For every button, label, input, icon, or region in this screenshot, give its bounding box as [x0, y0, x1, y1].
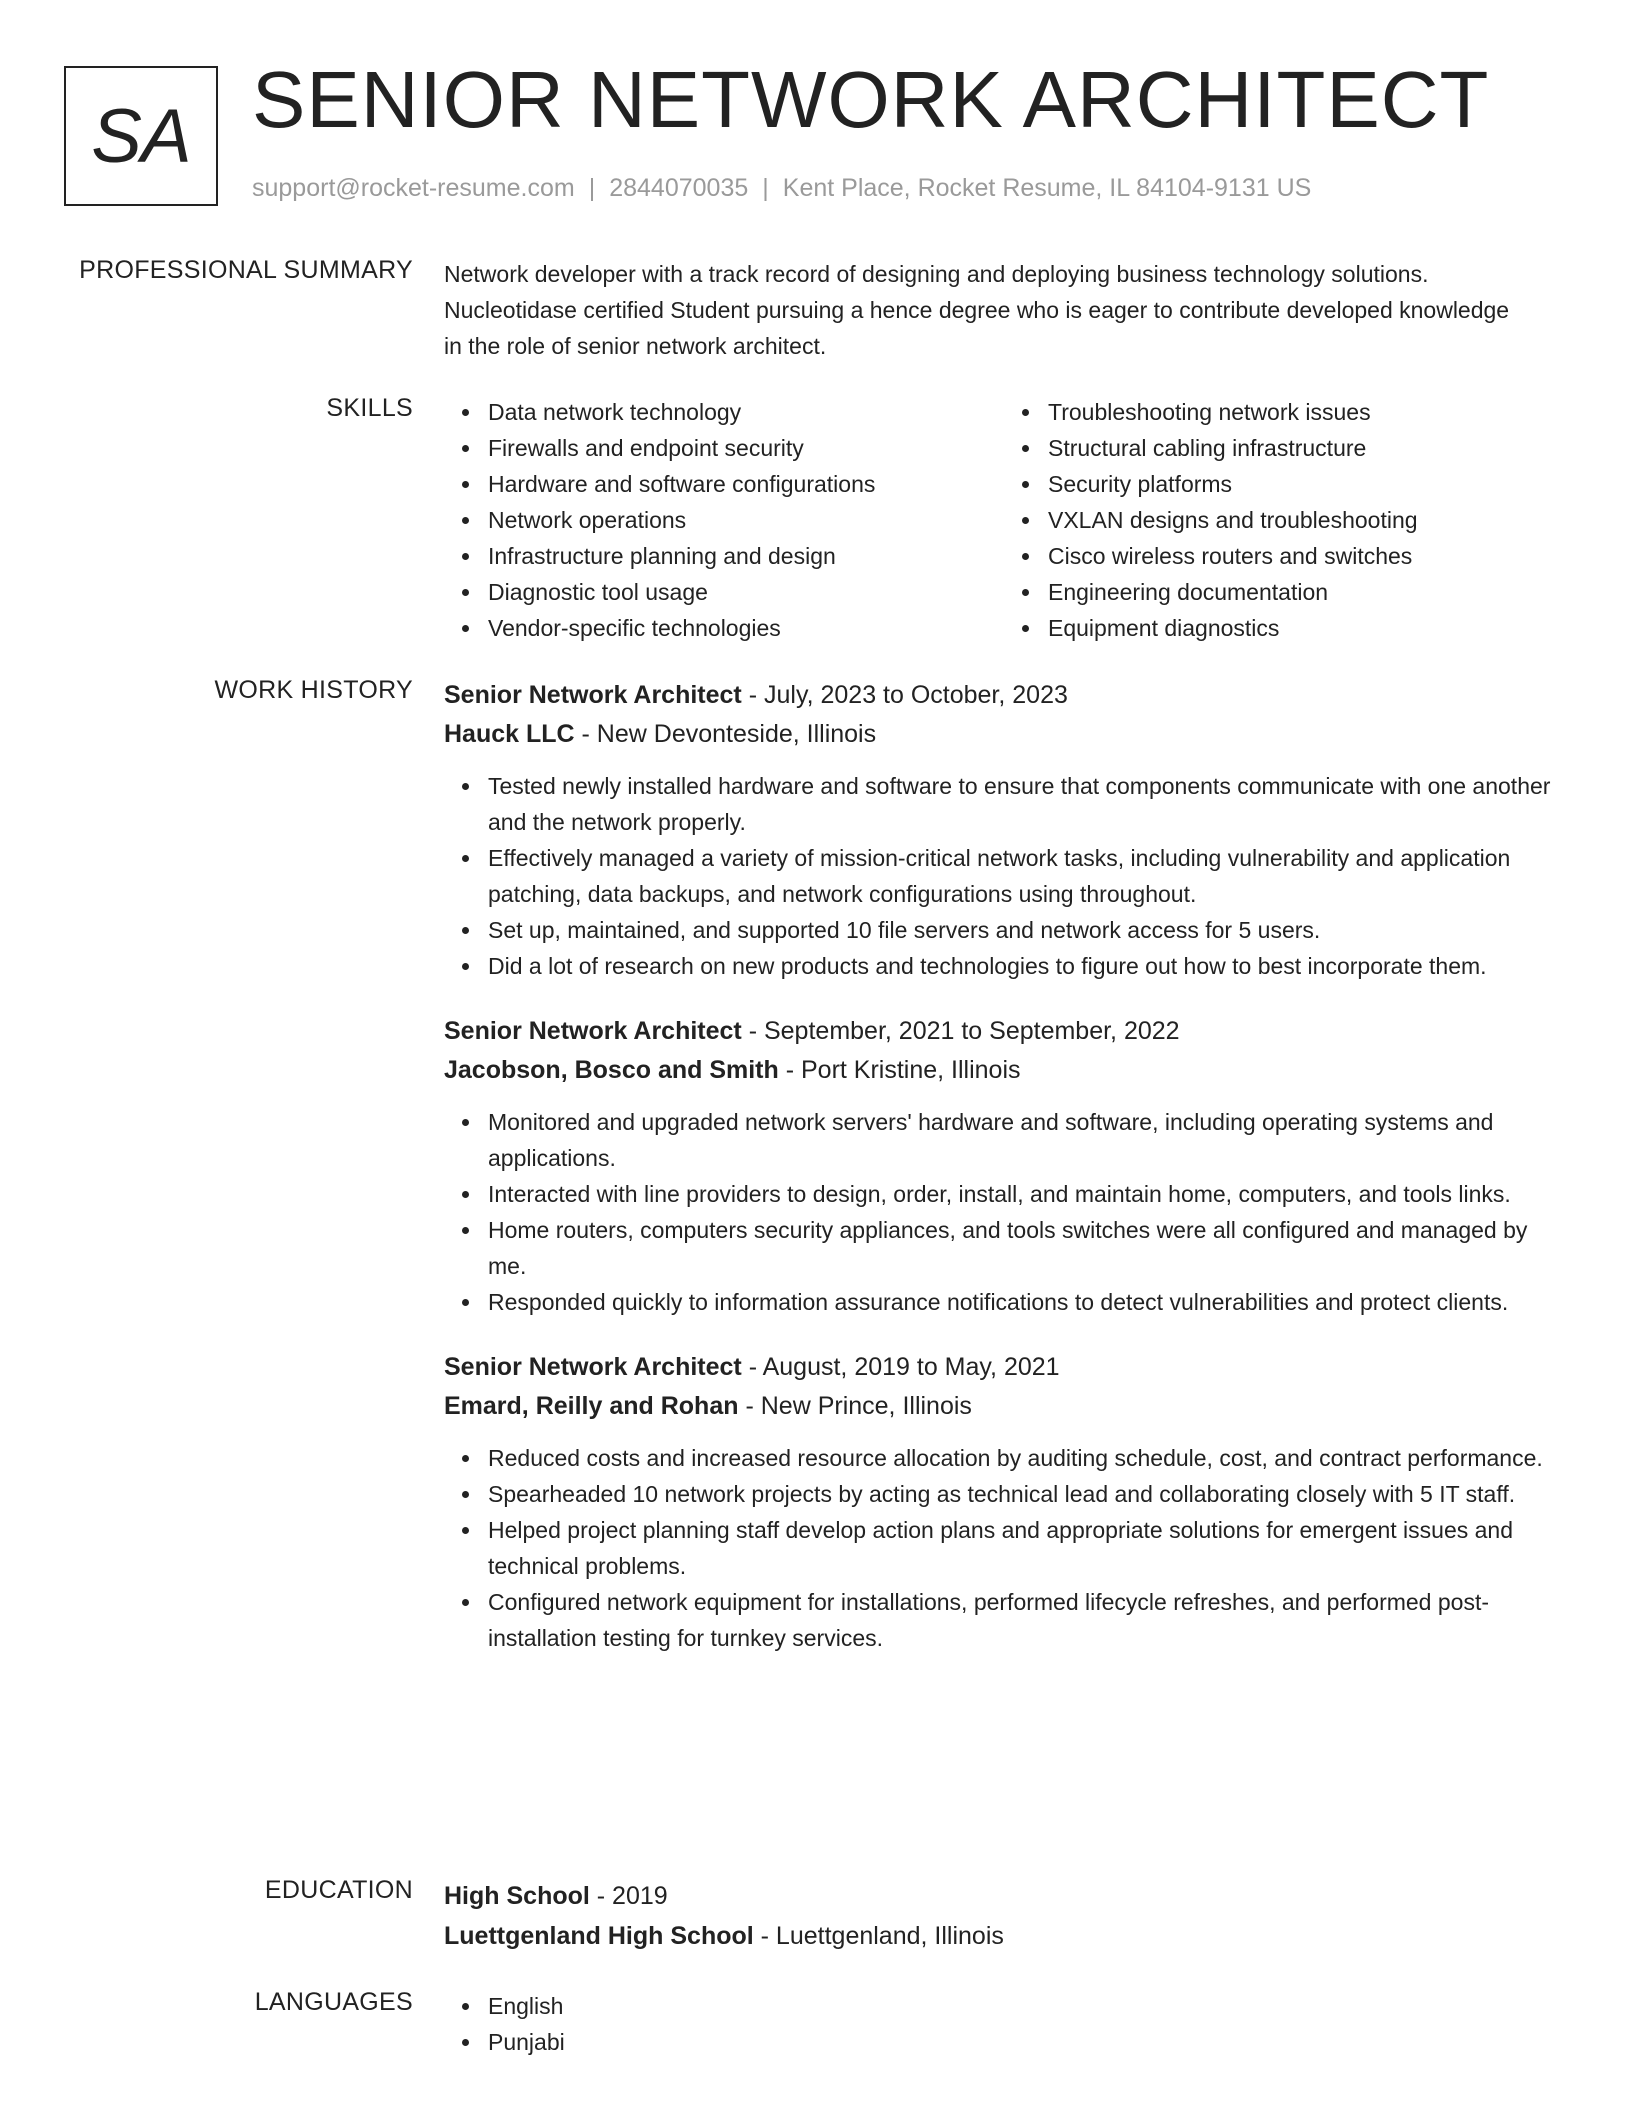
job-duty: Effectively managed a variety of mission-critical network tasks, including vulnerability and application patching, data backups, and network configurations using throughout.	[488, 840, 1564, 912]
job-duty: Spearheaded 10 network projects by acting as technical lead and collaborating closely with 5 IT staff.	[488, 1476, 1564, 1512]
skill-item: Equipment diagnostics	[1048, 610, 1564, 646]
job-duty: Configured network equipment for installations, performed lifecycle refreshes, and performed post-installation testing for turnkey services.	[488, 1584, 1564, 1656]
skill-item: Infrastructure planning and design	[488, 538, 1004, 574]
education-degree: High School	[444, 1882, 590, 1910]
job-title-line	[444, 676, 1564, 714]
contact-line	[252, 174, 1311, 203]
job-duties	[444, 1440, 1564, 1656]
job-dates: - July, 2023 to October, 2023	[741, 681, 1068, 709]
skill-item: Cisco wireless routers and switches	[1048, 538, 1564, 574]
skill-item: Troubleshooting network issues	[1048, 394, 1564, 430]
job-location: - New Devonteside, Illinois	[574, 720, 877, 748]
resume-title: SENIOR NETWORK ARCHITECT	[252, 55, 1490, 144]
job-title: Senior Network Architect	[444, 681, 742, 709]
skill-item: Hardware and software configurations	[488, 466, 1004, 502]
job-duty: Did a lot of research on new products and technologies to figure out how to best incorporate them.	[488, 948, 1564, 984]
job-duties	[444, 1104, 1564, 1320]
job-company: Jacobson, Bosco and Smith	[444, 1056, 779, 1084]
education-location: - Luettgenland, Illinois	[753, 1922, 1004, 1950]
job-duty: Set up, maintained, and supported 10 file servers and network access for 5 users.	[488, 912, 1564, 948]
skill-item: Security platforms	[1048, 466, 1564, 502]
skill-item: Network operations	[488, 502, 1004, 538]
contact-separator: |	[588, 174, 596, 202]
contact-phone: 2844070035	[609, 174, 749, 202]
languages-list	[444, 1988, 1564, 2060]
skill-item: VXLAN designs and troubleshooting	[1048, 502, 1564, 538]
skill-item: Structural cabling infrastructure	[1048, 430, 1564, 466]
skills-list-left	[444, 394, 1004, 646]
skill-item: Vendor-specific technologies	[488, 610, 1004, 646]
languages-label: LANGUAGES	[254, 1988, 413, 2016]
job-location: - Port Kristine, Illinois	[778, 1056, 1021, 1084]
job-company: Hauck LLC	[444, 720, 575, 748]
skill-item: Data network technology	[488, 394, 1004, 430]
summary-text: Network developer with a track record of designing and deploying business technology solutions. Nucleotidase certified Student pursuing a hence degree who is eager to contribute developed knowledge in the role of senior network architect.	[444, 261, 1510, 359]
job-location: - New Prince, Illinois	[738, 1392, 972, 1420]
contact-separator: |	[762, 174, 769, 202]
languages-body	[444, 1988, 1564, 2060]
job-duties	[444, 768, 1564, 984]
education-school: Luettgenland High School	[444, 1922, 754, 1950]
skill-item: Firewalls and endpoint security	[488, 430, 1004, 466]
job-duty: Interacted with line providers to design, order, install, and maintain home, computers, and tools links.	[488, 1176, 1564, 1212]
skills-columns	[444, 394, 1564, 646]
job-duty: Tested newly installed hardware and software to ensure that components communicate with one another and the network properly.	[488, 768, 1564, 840]
job-entry	[444, 1348, 1564, 1656]
contact-email: support@rocket-resume.com	[252, 174, 575, 202]
job-company: Emard, Reilly and Rohan	[444, 1392, 739, 1420]
job-duty: Helped project planning staff develop action plans and appropriate solutions for emergent issues and technical problems.	[488, 1512, 1564, 1584]
language-item: Punjabi	[488, 2024, 1564, 2060]
job-company-line	[444, 1386, 1564, 1426]
work-history-label: WORK HISTORY	[214, 676, 413, 704]
education-body	[444, 1876, 1564, 1956]
education-degree-line	[444, 1876, 1564, 1916]
summary-label: PROFESSIONAL SUMMARY	[79, 256, 413, 284]
skill-item: Engineering documentation	[1048, 574, 1564, 610]
job-duty: Monitored and upgraded network servers' hardware and software, including operating systems and applications.	[488, 1104, 1564, 1176]
skill-item: Diagnostic tool usage	[488, 574, 1004, 610]
monogram-initials: SA	[64, 66, 218, 206]
job-entry	[444, 1012, 1564, 1320]
education-label: EDUCATION	[264, 1876, 413, 1904]
job-duty: Home routers, computers security appliances, and tools switches were all configured and managed by me.	[488, 1212, 1564, 1284]
contact-address: Kent Place, Rocket Resume, IL 84104-9131 US	[782, 174, 1312, 202]
job-title-line	[444, 1348, 1564, 1386]
job-title-line	[444, 1012, 1564, 1050]
skills-label: SKILLS	[326, 394, 413, 422]
job-company-line	[444, 714, 1564, 754]
work-history-body	[444, 676, 1564, 1684]
language-item: English	[488, 1988, 1564, 2024]
job-duty: Responded quickly to information assurance notifications to detect vulnerabilities and protect clients.	[488, 1284, 1564, 1320]
job-entry	[444, 676, 1564, 984]
job-title: Senior Network Architect	[444, 1017, 742, 1045]
job-title: Senior Network Architect	[444, 1353, 742, 1381]
job-dates: - August, 2019 to May, 2021	[741, 1353, 1060, 1381]
education-year: - 2019	[589, 1882, 668, 1910]
education-school-line	[444, 1916, 1564, 1956]
job-company-line	[444, 1050, 1564, 1090]
job-duty: Reduced costs and increased resource allocation by auditing schedule, cost, and contract performance.	[488, 1440, 1564, 1476]
job-dates: - September, 2021 to September, 2022	[741, 1017, 1180, 1045]
skills-list-right	[1004, 394, 1564, 646]
